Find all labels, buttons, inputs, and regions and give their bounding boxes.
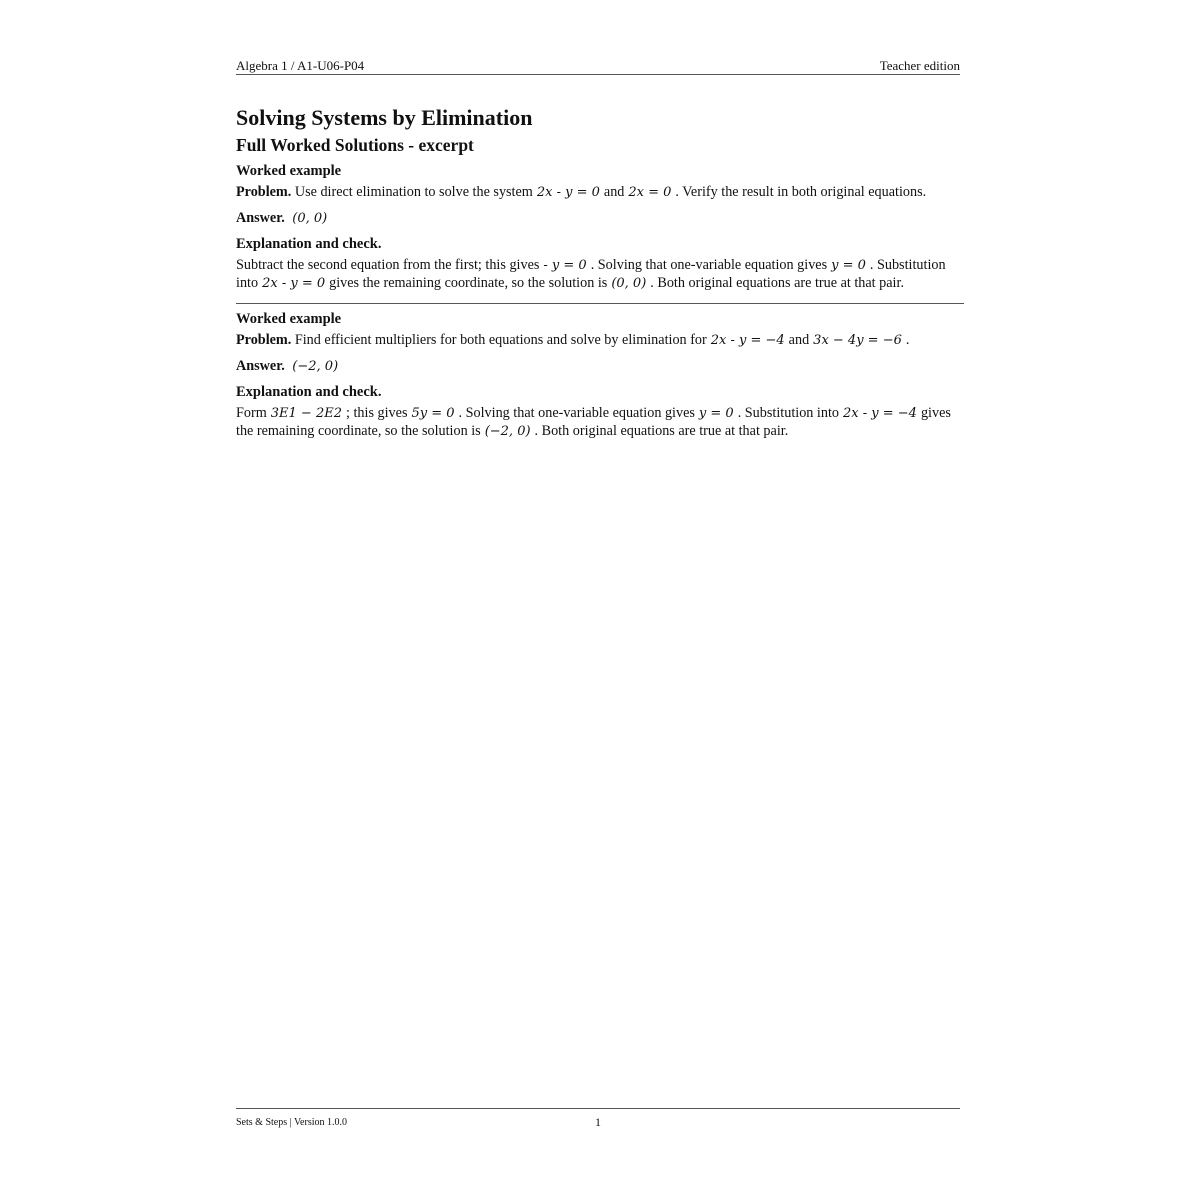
problem-label: Problem. xyxy=(236,332,292,348)
answer-label: Answer. xyxy=(236,209,285,226)
explanation-fragment: . Solving that one-variable equation gives xyxy=(590,257,828,273)
problem-text: . Verify the result in both original equations. xyxy=(675,184,927,200)
explanation-fragment: Form xyxy=(236,405,267,421)
problem-label: Problem. xyxy=(236,184,292,200)
problem-statement xyxy=(236,332,964,350)
math-expression: 3x − 4y = −6 xyxy=(813,333,902,348)
problem-text: . xyxy=(905,332,910,348)
title-block xyxy=(236,104,964,158)
math-expression: 2x - y = 0 xyxy=(262,275,326,291)
problem-statement xyxy=(236,184,964,202)
math-expression: 2x - y = −4 xyxy=(843,406,917,421)
page-title: Solving Systems by Elimination xyxy=(236,105,533,130)
problem-text: and xyxy=(603,184,625,200)
problem-text: Find efficient multipliers for both equations and solve by elimination for xyxy=(294,332,707,348)
example-heading: Worked example xyxy=(236,163,342,179)
explanation-heading: Explanation and check. xyxy=(236,384,382,400)
math-expression: y = 0 xyxy=(831,258,866,273)
answer-value: (0, 0) xyxy=(292,210,328,226)
math-expression: 3E1 − 2E2 xyxy=(270,406,342,421)
math-expression: y = 0 xyxy=(698,406,734,421)
answer-value: (−2, 0) xyxy=(292,358,339,374)
answer-label: Answer. xyxy=(236,357,285,374)
explanation-fragment: gives the remaining coordinate, so the solution is xyxy=(329,274,608,291)
math-expression: - y = 0 xyxy=(543,258,587,273)
course-code: Algebra 1 / A1-U06-P04 xyxy=(236,58,365,73)
math-expression: 2x - y = 0 xyxy=(536,185,600,200)
explanation-fragment: . Substitution into xyxy=(737,405,840,421)
explanation-fragment: . Solving that one-variable equation gives xyxy=(458,405,695,421)
explanation-fragment: . Both original equations are true at that pair. xyxy=(650,274,904,291)
problem-text: Use direct elimination to solve the system xyxy=(294,184,533,200)
worked-example-2 xyxy=(236,310,964,448)
explanation-fragment: Subtract the second equation from the first; this gives xyxy=(236,257,540,273)
explanation-text xyxy=(236,405,964,440)
math-expression: 5y = 0 xyxy=(411,406,455,421)
page-subtitle: Full Worked Solutions - excerpt xyxy=(236,135,474,155)
document-page xyxy=(236,0,964,1200)
answer-line xyxy=(236,358,964,376)
math-expression: (−2, 0) xyxy=(484,423,531,439)
math-expression: 2x - y = −4 xyxy=(710,333,785,348)
worked-example-1 xyxy=(236,162,964,300)
page-footer xyxy=(236,1108,960,1129)
page-number: 1 xyxy=(595,1115,601,1129)
section-divider xyxy=(236,303,964,304)
running-header xyxy=(236,58,960,75)
explanation-heading: Explanation and check. xyxy=(236,236,382,252)
edition-label: Teacher edition xyxy=(879,58,960,73)
example-heading: Worked example xyxy=(236,311,342,327)
explanation-fragment: . Substitution into xyxy=(236,257,946,291)
explanation-text xyxy=(236,257,964,292)
answer-line xyxy=(236,210,964,228)
math-expression: (0, 0) xyxy=(611,275,647,291)
footer-version: Sets & Steps | Version 1.0.0 xyxy=(236,1117,347,1128)
problem-text: and xyxy=(788,332,810,348)
explanation-fragment: ; this gives xyxy=(345,405,408,421)
explanation-fragment: gives the remaining coordinate, so the solution is xyxy=(236,405,951,439)
explanation-fragment: . Both original equations are true at that pair. xyxy=(534,422,789,439)
math-expression: 2x = 0 xyxy=(628,185,672,200)
